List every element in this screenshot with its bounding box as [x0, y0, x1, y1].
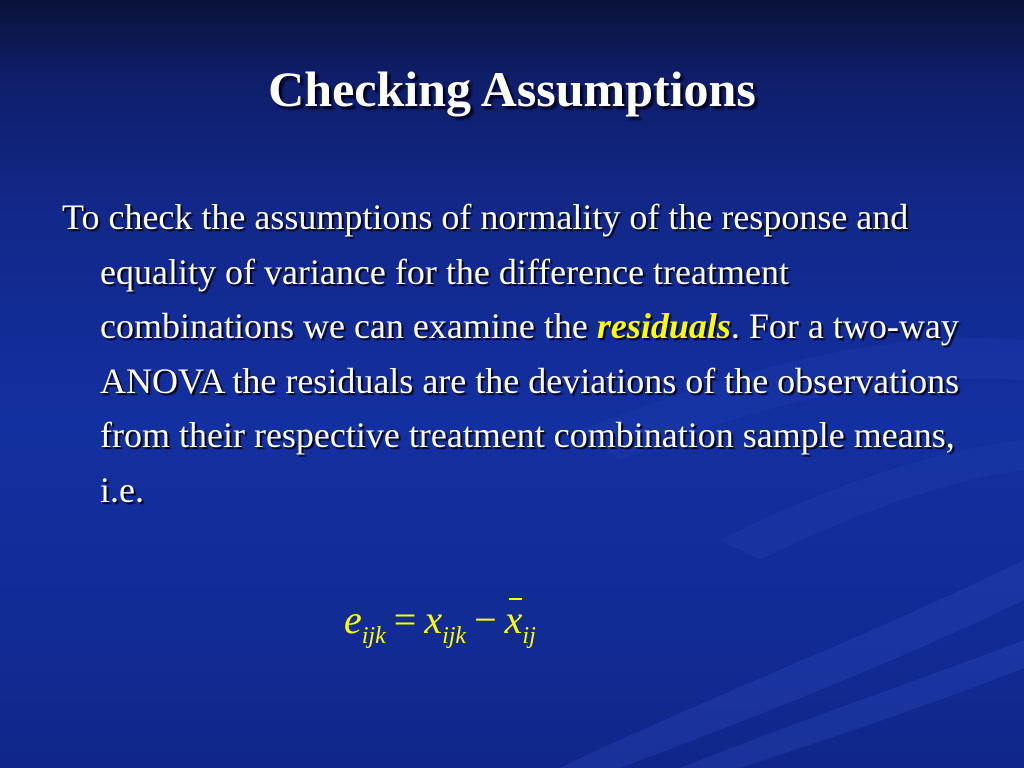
- emphasis-residuals: residuals: [596, 306, 731, 346]
- formula-x-subscript: ijk: [442, 623, 467, 649]
- paragraph-text-end: . For a two-way ANOVA the residuals are the deviations of the observations from their respective treatment combination sample means, i.e.: [100, 306, 960, 510]
- formula-xbar-symbol: x: [505, 592, 523, 648]
- formula-minus: −: [474, 597, 497, 642]
- formula-e-subscript: ijk: [361, 623, 386, 649]
- slide-body: [62, 190, 962, 517]
- formula-e-symbol: e: [344, 597, 362, 642]
- body-paragraph: [62, 190, 962, 517]
- formula-xbar-subscript: ij: [522, 623, 536, 649]
- residual-formula: [344, 592, 536, 648]
- formula-x-symbol: x: [424, 597, 443, 642]
- slide-title: Checking Assumptions: [268, 61, 756, 117]
- paragraph-text-start: To check the assumptions of normality of the response and equality of variance for the difference treatment combinations we can examine the: [62, 197, 909, 346]
- formula-equals: =: [393, 597, 417, 642]
